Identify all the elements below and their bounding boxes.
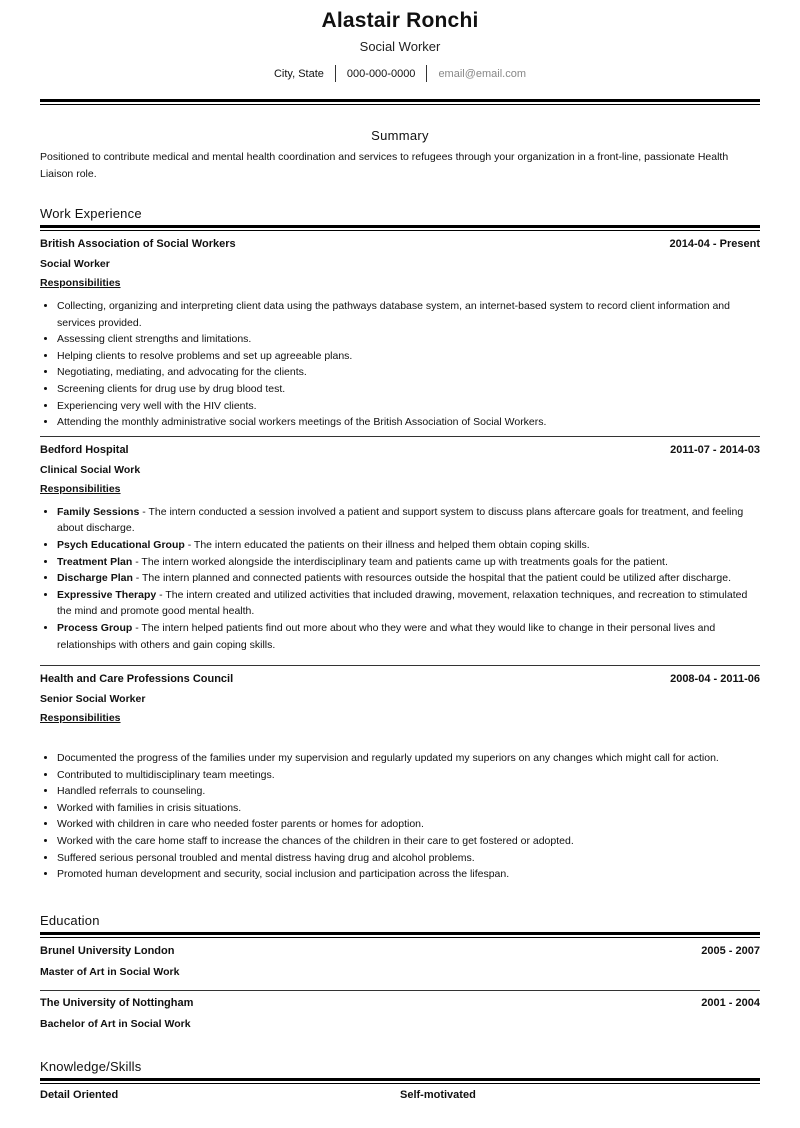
contact-line (40, 65, 760, 82)
employer-name: British Association of Social Workers (40, 238, 236, 250)
work-entry (40, 238, 760, 431)
education-entry-header (40, 997, 760, 1009)
employment-dates: 2011-07 - 2014-03 (670, 443, 760, 456)
employment-dates: 2014-04 - Present (669, 238, 760, 250)
header-rule (40, 99, 760, 105)
section-rule (40, 932, 760, 938)
entry-divider (40, 665, 760, 666)
work-experience-heading: Work Experience (40, 206, 142, 221)
work-entry-header (40, 238, 760, 250)
list-item: • Suffered serious personal troubled and mental distress having drug and alcohol problems. (57, 850, 760, 867)
section-rule (40, 225, 760, 231)
list-item: • Contributed to multidisciplinary team meetings. (57, 767, 760, 784)
work-entry-header (40, 673, 760, 685)
skill-item: Detail Oriented (40, 1088, 119, 1101)
contact-location: City, State (273, 67, 324, 80)
job-role: Senior Social Worker (40, 693, 146, 706)
job-role: Clinical Social Work (40, 463, 141, 476)
list-item: • Discharge Plan - The intern planned and connected patients with resources outside the hospital that the patient could be utilized after discharge. (57, 570, 760, 587)
degree: Master of Art in Social Work (40, 965, 180, 978)
employer-name: Bedford Hospital (40, 443, 129, 456)
contact-email[interactable]: email@email.com (438, 67, 527, 80)
work-entry-header (40, 444, 760, 456)
education-dates: 2001 - 2004 (701, 996, 760, 1009)
list-item: • Treatment Plan - The intern worked alongside the interdisciplinary team and patients came up with treatments goals for the patient. (57, 554, 760, 571)
education-entry (40, 945, 760, 978)
work-entry (40, 444, 760, 653)
education-entry-header (40, 945, 760, 957)
list-item: • Collecting, organizing and interpreting client data using the pathways database system, an internet-based system to record client information and services provided. (57, 298, 760, 331)
responsibilities-list (40, 504, 760, 653)
responsibilities-label: Responsibilities (40, 277, 121, 289)
list-item: • Worked with children in care who needed foster parents or homes for adoption. (57, 816, 760, 833)
degree: Bachelor of Art in Social Work (40, 1017, 191, 1030)
contact-phone: 000-000-0000 (346, 67, 416, 80)
job-role: Social Worker (40, 258, 110, 270)
resume-page (40, 0, 760, 1101)
list-item: • Worked with the care home staff to increase the chances of the children in their care to get fostered or adopted. (57, 833, 760, 850)
list-item: • Helping clients to resolve problems and set up agreeable plans. (57, 348, 760, 365)
education-heading: Education (40, 912, 100, 928)
list-item: • Process Group - The intern helped patients find out more about who they were and what they would like to change in their personal lives and relationships with others and gain coping skills. (57, 620, 760, 653)
section-rule (40, 1078, 760, 1084)
list-item: • Promoted human development and security, social inclusion and participation across the lifespan. (57, 866, 760, 883)
school-name: Brunel University London (40, 944, 175, 957)
candidate-title: Social Worker (359, 39, 441, 54)
employment-dates: 2008-04 - 2011-06 (670, 673, 760, 686)
education-dates: 2005 - 2007 (701, 944, 760, 957)
candidate-name: Alastair Ronchi (321, 9, 479, 32)
list-item: • Screening clients for drug use by drug blood test. (57, 381, 760, 398)
skill-item: Self-motivated (400, 1088, 476, 1101)
list-item: • Experiencing very well with the HIV clients. (57, 398, 760, 415)
skills-row (40, 1089, 760, 1101)
education-entry (40, 997, 760, 1030)
responsibilities-list (40, 750, 760, 883)
responsibilities-label: Responsibilities (40, 712, 121, 725)
summary-text: Positioned to contribute medical and mental health coordination and services to refugees through your organization in a front-line, passionate Health Liaison role. (40, 151, 729, 180)
list-item: • Documented the progress of the families under my supervision and regularly updated my superiors on any changes which might call for action. (57, 750, 760, 767)
responsibilities-list (40, 298, 760, 431)
list-item: • Assessing client strengths and limitations. (57, 331, 760, 348)
list-item: • Worked with families in crisis situations. (57, 800, 760, 817)
entry-divider (40, 990, 760, 991)
entry-divider (40, 436, 760, 437)
skills-heading: Knowledge/Skills (40, 1058, 142, 1074)
list-item: • Handled referrals to counseling. (57, 783, 760, 800)
list-item: • Expressive Therapy - The intern created and utilized activities that included drawing, movement, relaxation techniques, and recreation to stimulated the mind and promote good mental health. (57, 587, 760, 620)
school-name: The University of Nottingham (40, 996, 194, 1009)
employer-name: Health and Care Professions Council (40, 673, 234, 686)
work-entry (40, 673, 760, 883)
list-item: • Family Sessions - The intern conducted a session involved a patient and support system to discuss plans aftercare goals for treatment, and feeling about discharge. (57, 504, 760, 537)
list-item: • Negotiating, mediating, and advocating for the clients. (57, 364, 760, 381)
list-item: • Attending the monthly administrative social workers meetings of the British Association of Social Workers. (57, 414, 760, 431)
summary-heading: Summary (371, 128, 429, 143)
list-item: • Psych Educational Group - The intern educated the patients on their illness and helped them obtain coping skills. (57, 537, 760, 554)
responsibilities-label: Responsibilities (40, 482, 121, 495)
